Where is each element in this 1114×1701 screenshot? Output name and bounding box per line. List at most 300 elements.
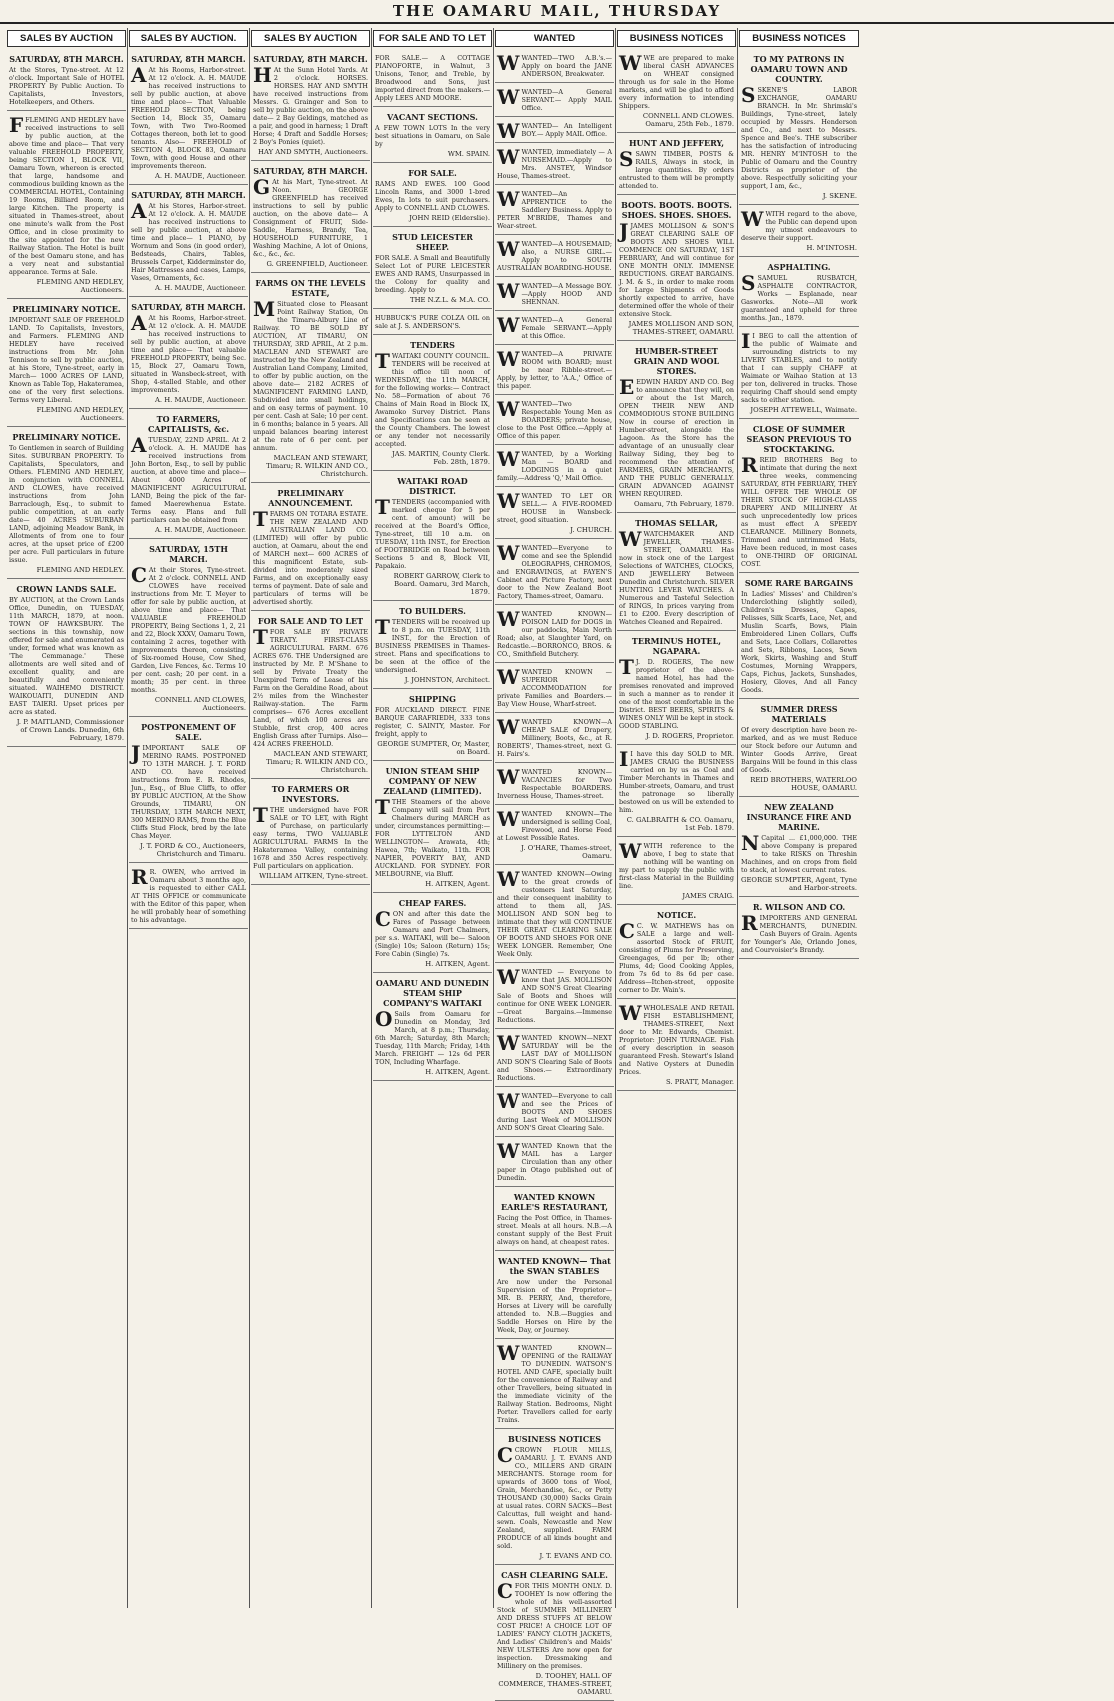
ad-signature: A. H. MAUDE, Auctioneer. (155, 284, 246, 292)
drop-cap: T (375, 349, 390, 373)
ad-title: THOMAS SELLAR, (635, 518, 718, 528)
drop-cap: T (253, 803, 268, 827)
ad-body-text: WANTED—Everyone to come and see the Splendid OLEOGRAPHS, CHROMOS, and ENGRAVINGS, at FAYEN'S Cabinet and Picture Factory, next door to the New Zealand Boot Factory, Thames-street, Oamaru. (497, 544, 612, 600)
ad-signature: A. H. MAUDE, Auctioneer. (155, 396, 246, 404)
advertisement (495, 1139, 614, 1187)
advertisement (495, 765, 614, 805)
ad-body (741, 207, 857, 242)
column-heading: SALES BY AUCTION. (129, 30, 248, 47)
advertisement (129, 187, 248, 297)
advertisement (373, 895, 492, 973)
ad-title: TO FARMERS OR INVESTORS. (271, 784, 350, 804)
ad-body-text: At the Sunn Hotel Yards. At 2 o'clock. HORSES. HORSES. HAY AND SMYTH have received instructions from Messrs. G. Grainger and Son to sell by public auction, on the above date— 2 Bay Geldings, matched as a pair, and good in harness; 1 Draft Horse; 4 Draft and Saddle Horses; 2 Boy's Ponies (quiet). (253, 66, 368, 146)
ad-body-text: WANTED—A General SERVANT.— Apply MAIL Office. (521, 88, 612, 112)
drop-cap: R (131, 865, 148, 889)
ad-body-text: I have this day SOLD to MR. JAMES CRAIG the BUSINESS carried on by us as Coal and Timber Merchants in Thames and Humber-streets, Oamaru, and trust the patronage so liberally bestowed on us will be extended to him. (619, 750, 735, 814)
ad-signature: GEORGE SUMPTER, Agent, Tyne and Harbor-streets. (741, 876, 857, 892)
ad-body-text: A FEW TOWN LOTS In the very best situations in Oamaru, on Sale by (375, 124, 490, 148)
advertisement (617, 197, 736, 341)
ad-body-text: FARMS ON TOTARA ESTATE. THE NEW ZEALAND AND AUSTRALIAN LAND CO. (LIMITED) will offer by public auction, at Oamaru, about the end of MARCH next— 600 ACRES of this magnificent Estate, sub-divided into moderately sized Farms, and on exceptionally easy terms of payment. Date of sale and particulars of terms will be advertised shortly. (253, 510, 368, 606)
newspaper-columns (6, 28, 1108, 1696)
ad-body (497, 1214, 612, 1246)
advertisement (373, 165, 492, 227)
drop-cap: W (619, 527, 642, 551)
ad-signature: THE N.Z.L. & M.A. CO. (410, 296, 490, 304)
ad-signature: A. H. MAUDE, Auctioneer. (155, 526, 246, 534)
advertisement (129, 719, 248, 863)
ad-title: SATURDAY, 8TH MARCH. (131, 190, 246, 200)
advertisement (617, 839, 736, 905)
column-4 (372, 28, 494, 1608)
ad-body (375, 124, 490, 148)
ad-body (619, 655, 734, 730)
ad-title: R. WILSON AND CO. (752, 902, 846, 912)
ad-body-text: WANTED KNOWN—Owing to the great crowds of customers last Saturday, and their consequent inability to attend to them all, JAS. MOLLISON AND SON beg to intimate that they will CONTINUE THEIR GREAT CLEARING SALE OF BOOTS AND SHOES FOR ONE WEEK LONGER. Remember, One Week Only. (497, 870, 612, 958)
ad-body (497, 1031, 612, 1082)
ad-body-text: WANTED — Everyone to know that JAS. MOLLISON AND SON'S Great Clearing Sale of Boots and Shoes will continue for ONE WEEK LONGER.—Great Bargains.—Immense Reductions. (497, 968, 612, 1024)
ad-signature: J. CHURCH. (570, 526, 612, 534)
ad-body (497, 279, 612, 306)
ad-title: WANTED KNOWN EARLE'S RESTAURANT, (501, 1192, 608, 1212)
ad-body-text: SKENE'S LABOR EXCHANGE, OAMARU BRANCH. In Mr. Shrimski's Buildings, Tyne-street, lately occupied by Messrs. Henderson and Co., and next to Messrs. Spence and Bee's. THE subscriber has the satisfaction of introducing MR. HENRY M'INTOSH to the Public of Oamaru and the Country Districts as proprietor of the above. Respectfully soliciting your support, I am, &c., (741, 86, 857, 190)
advertisement (495, 489, 614, 539)
ad-body (375, 907, 490, 958)
advertisement (251, 275, 370, 483)
drop-cap: A (131, 433, 147, 457)
drop-cap: M (253, 297, 276, 321)
ad-body-text: At his Stores, Harbor-street. At 12 o'clock. A. H. MAUDE has received instructions to sell by public auction, at above time and place— 1 PIANO, by Wornum and Sons (in good order), Bedsteads, Chairs, Tables, Brussels Carpet, Kidderminster do, Hair Mattresses and cases, Lamps, Vases, Ornaments, &c. (131, 202, 246, 282)
advertisement (739, 329, 859, 419)
ad-body (497, 607, 612, 658)
drop-cap: W (497, 145, 520, 169)
ad-body (497, 1579, 612, 1670)
advertisement (373, 337, 492, 471)
ad-signature: C. GALBRAITH & CO. Oamaru, 1st Feb. 1879. (626, 816, 734, 832)
advertisement (739, 51, 859, 205)
drop-cap: T (375, 495, 390, 519)
ad-body-text: In Ladies' Misses' and Children's Underclothing (slightly soiled), Children's Dresses, Capes, Pelisses, Silk Scarfs, Lace, Net, and Muslin Scarfs, Bows, Plain Embroidered Linen Collars, Cuffs and Sets, Lace Collars, Collarettes and Sets, Ribbons, Laces, Sewn Work, Skirts, Washing and Stuff Costumes, Morning Wrappers, Caps, Fichus, Jackets, Sunshades, Hosiery, Gloves, And all Fancy Goods. (741, 590, 857, 694)
drop-cap: F (9, 113, 24, 137)
advertisement (251, 485, 370, 611)
ad-title: HUMBER-STREET GRAIN AND WOOL STORES. (633, 346, 720, 376)
drop-cap: W (497, 665, 520, 689)
advertisement (739, 799, 859, 897)
ad-title: NOTICE. (656, 910, 697, 920)
ad-body-text: WHOLESALE AND RETAIL FISH ESTABLISHMENT, THAMES-STREET, Next door to Mr. Edwards, Chemist. Proprietor: JOHN TURNAGE. Fish of every description in season guaranteed Fresh. Stewart's Island and Native Oysters at Dunedin Prices. (619, 1004, 734, 1076)
drop-cap: W (497, 237, 520, 261)
ad-body (497, 447, 612, 482)
advertisement (495, 187, 614, 235)
ad-body-text: CROWN FLOUR MILLS, OAMARU. J. T. EVANS AND CO., MILLERS AND GRAIN MERCHANTS. Storage room for upwards of 3600 tons of Wool, Grain, Merchandise, &c., or Petty THOUSAND (30,000) Sacks Grain at usual rates. CORN SACKS—Best Calcuttas, full weight and hand-sewn. Coals, Newcastle and New Zealand, supplied. FARM PRODUCE of all kinds bought and sold. (497, 1446, 612, 1550)
ad-title: TO BUILDERS. (399, 606, 466, 616)
ad-body (497, 1089, 612, 1132)
advertisement (495, 1567, 614, 1701)
drop-cap: C (497, 1579, 513, 1603)
advertisement (495, 665, 614, 713)
advertisement (129, 865, 248, 929)
ad-signature: J. T. FORD & CO., Auctioneers, Christchurch and Timaru. (140, 842, 246, 858)
ad-body-text: SAWN TIMBER, POSTS & RAILS, Always in stock, in large quantities. By orders entrusted to them will be promptly attended to. (619, 150, 734, 190)
ad-body-text: SAMUEL RUSBATCH, ASPHALTE CONTRACTOR, Works — Esplanade, near Gasworks. Note—All work guaranteed and upheld for three months. Jan., 1879. (741, 274, 857, 322)
ad-title: NEW ZEALAND INSURANCE FIRE AND MARINE. (746, 802, 852, 832)
ad-body (375, 795, 490, 878)
drop-cap: W (497, 765, 520, 789)
ad-body-text: HUBBUCK'S PURE COLZA OIL on sale at J. S. ANDERSON'S. (375, 314, 490, 330)
ad-body (375, 706, 490, 738)
ad-body-text: J. D. ROGERS, The new proprietor of the above-named Hotel, has had the premises renovated and improved in such a manner as to render it one of the most comfortable in the District. BEST BEERS, SPIRITS & WINES ONLY Will be kept in stock. GOOD STABLING. (619, 658, 734, 730)
advertisement (617, 135, 736, 195)
drop-cap: A (131, 199, 147, 223)
column-3 (250, 28, 372, 1608)
advertisement (373, 691, 492, 761)
advertisement (495, 347, 614, 395)
ad-body-text: At his Rooms, Harbor-street. At 12 o'clock. A. H. MAUDE has received instructions to sell by public auction, at above time and place— That Valuable FREEHOLD SECTION, being Section 14, Block 35, Oamaru Town, with Two Two-Roomed Cottages thereon, both let to good tenants. Also— FREEHOLD of SECTION 4, BLOCK 83, Oamaru Town, with good House and other improvements thereon. (131, 66, 246, 170)
ad-body-text: WANTED Known that the MAIL has a Larger Circulation than any other paper in Otago published out of Dunedin. (497, 1142, 612, 1182)
ad-title: ASPHALTING. (767, 262, 831, 272)
drop-cap: W (497, 1139, 520, 1163)
ad-signature: GEORGE SUMPTER, Or, Master, on Board. (377, 740, 490, 756)
ad-body-text: C. W. MATHEWS has on SALE a large and well-assorted Stock of FRUIT, consisting of Plums for Preserving, Greengages, 6d per lb; other Plums, 4d; Good Cooking Apples, from 7s 6d to 8s 6d per case. Address—Itchen-street, opposite corner to Dr. Wain's. (619, 922, 734, 994)
ad-title: CHEAP FARES. (398, 898, 467, 908)
ad-signature: CONNELL AND CLOWES, Auctioneers. (154, 696, 246, 712)
ad-body (619, 375, 734, 498)
drop-cap: W (741, 207, 764, 231)
ad-signature: H. AITKEN, Agent. (425, 880, 490, 888)
ad-body-text: WANTED—A Message BOY.—Apply HOOD AND SHENNAN. (521, 282, 612, 306)
advertisement (129, 51, 248, 185)
ad-title: WANTED KNOWN— That the SWAN STABLES (498, 1256, 611, 1276)
ad-title: SATURDAY, 8TH MARCH. (9, 54, 124, 64)
advertisement (495, 541, 614, 605)
ad-body-text: R. OWEN, who arrived in Oamaru about 3 months ago, is requested to either CALL AT THIS OFFICE or communicate with the Editor of this paper, when he will probably hear of something to his advantage. (131, 868, 246, 924)
ad-signature: MACLEAN AND STEWART, Timaru; R. WILKIN AND CO., Christchurch. (266, 454, 368, 478)
ad-title: OAMARU AND DUNEDIN STEAM SHIP COMPANY'S WAITAKI (375, 978, 490, 1008)
ad-body (497, 1278, 612, 1334)
ad-signature: J. P. MAITLAND, Commissioner of Crown Lands. Dunedin, 6th February, 1879. (16, 718, 124, 742)
ad-body-text: WANTED KNOWN—NEXT SATURDAY will be the LAST DAY of MOLLISON AND SON'S Clearing Sale of Boots and Shoes.— Extraordinary Reductions. (497, 1034, 612, 1082)
ad-body (741, 271, 857, 322)
advertisement (129, 541, 248, 717)
ad-body-text: IMPORTANT SALE OF FREEHOLD LAND. To Capitalists, Investors, and Farmers. FLEMING AND HEDLEY have received instructions from Mr. John Tennison to sell by public auction, at his Store, Tyne-street, early in March— 1000 ACRES OF LAND, Known as Table Top, Hakateramea, one of the very first selections. Terms very Liberal. (9, 316, 124, 404)
drop-cap: T (253, 625, 268, 649)
ad-body (253, 507, 368, 606)
ad-title: SHIPPING (409, 694, 456, 704)
advertisement (617, 343, 736, 513)
advertisement (373, 311, 492, 335)
ad-title: STUD LEICESTER SHEEP. (392, 232, 473, 252)
ad-signature: CONNELL AND CLOWES. Oamaru, 25th Feb., 1879. (642, 112, 734, 128)
ad-body-text: FLEMING AND HEDLEY have received instructions to sell by public auction, at the above time and place— That very valuable FREEHOLD PROPERTY, being SECTION 1, BLOCK VII, Oamaru Town, whereon is erected that large, handsome and commodious building known as the COMMERCIAL HOTEL, Containing 19 Rooms, Billiard Room, and large Kitchen. The property is situated in Thames-street, about one minute's walk from the Post Office, and in close proximity to the site appointed for the new Railway Station. The Hotel is built of the best Oamaru stone, and has a very neat and substantial appearance. Terms at Sale. (9, 116, 124, 276)
ad-title: TENDERS (410, 340, 455, 350)
drop-cap: T (375, 615, 390, 639)
advertisement (251, 781, 370, 885)
column-1 (6, 28, 128, 1608)
ad-body (619, 747, 735, 814)
drop-cap: J (619, 219, 629, 243)
ad-title: CASH CLEARING SALE. (501, 1570, 608, 1580)
ad-body (619, 839, 734, 890)
drop-cap: W (497, 279, 520, 303)
drop-cap: W (497, 541, 520, 565)
ad-signature: D. TOOHEY, HALL OF COMMERCE, THAMES-STREET, OAMARU. (498, 1672, 612, 1696)
drop-cap: S (619, 147, 634, 171)
ad-body-text: WANTED KNOWN—POISON LAID for DOGS in our paddocks, Main North Road; also, at Slaughter Yard, on Redcastle.—BORRONCO, BROS. & CO., Smithfield Butchery. (497, 610, 612, 658)
ad-title: SATURDAY, 8TH MARCH. (131, 302, 246, 312)
ad-body (497, 119, 612, 143)
drop-cap: C (497, 1443, 513, 1467)
advertisement (739, 575, 859, 699)
ad-signature: WM. SPAIN. (447, 150, 490, 158)
ad-body (253, 297, 369, 452)
ad-signature: JAMES CRAIG. (682, 892, 734, 900)
advertisement (495, 1031, 614, 1087)
drop-cap: W (497, 807, 520, 831)
ad-body-text: IMPORTERS AND GENERAL MERCHANTS, DUNEDIN. Cash Buyers of Grain. Agents for Younger's Ale, Orlando Jones, and Courvoisier's Brandy. (741, 914, 857, 954)
ad-body (131, 741, 246, 840)
drop-cap: W (497, 965, 520, 989)
ad-body-text: Situated close to Pleasant Point Railway Station, On the Timaru-Albury Line of Railway. TO BE SOLD BY AUCTION, AT TIMARU, ON THURSDAY, 3RD APRIL, At 2 p.m. MACLEAN AND STEWART are instructed by the New Zealand and Australian Land Company, Limited, to offer by public auction, on the above date— 2182 ACRES of MAGNIFICENT FARMING LAND, Subdivided into small holdings, and on easy terms of payment. 10 per cent. Cash at Sale; 10 per cent. in 6 months; balance in 5 years. All unpaid balances bearing interest at the rate of 6 per cent. per annum. (253, 300, 369, 452)
ad-body (253, 63, 368, 146)
advertisement (495, 85, 614, 117)
drop-cap: W (497, 347, 520, 371)
drop-cap: T (253, 507, 268, 531)
ad-body (497, 665, 612, 708)
ad-body-text: WANTED—A PRIVATE ROOM with BOARD; must be near Ribble-street.—Apply, by letter, to 'A.A.,' Office of this paper. (497, 350, 612, 390)
ad-title: PRELIMINARY NOTICE. (12, 304, 121, 314)
ad-title: FARMS ON THE LEVELS ESTATE, (255, 278, 366, 298)
advertisement (617, 51, 736, 133)
ad-body (741, 831, 857, 874)
drop-cap: W (497, 313, 520, 337)
ad-body-text: At their Stores, Tyne-street. At 2 o'clock. CONNELL AND CLOWES have received instructions from Mr. T. Meyer to offer for sale by public auction, at above time and place— That VALUABLE FREEHOLD PROPERTY, Being Sections 1, 2, 21 and 22, Block XXXV, Oamaru Town, containing 2 acres, together with improvements thereon, consisting of Six-roomed House, Cow Shed, Garden, Live Fences, &c. Terms 10 per cent. cash; 20 per cent. in a month; 35 per cent. in three months. (131, 566, 246, 694)
advertisement (373, 763, 492, 893)
drop-cap: W (497, 51, 520, 75)
column-2 (128, 28, 250, 1608)
drop-cap: N (741, 831, 760, 855)
ad-body-text: WANTED—A General Female SERVANT.—Apply at this Office. (521, 316, 612, 340)
ad-title: SATURDAY, 8TH MARCH. (253, 166, 368, 176)
ad-body-text: FOR SALE BY PRIVATE TREATY. FIRST-CLASS AGRICULTURAL FARM. 676 ACRES 676. THE Undersigned are instructed by Mr. P. M'Shane to sell by Private Treaty the Unexpired Term of Lease of his Farm on the Geraldine Road, about 2½ miles from the Winchester Railway-station. The Farm comprises— 676 Acres excellent Land, of which 100 acres are Stubble, first crop, 400 acres English Grass after Turnips. Also— 424 ACRES FREEHOLD. (253, 628, 368, 748)
ad-title: FOR SALE. (408, 168, 457, 178)
ad-signature: Oamaru, 7th February, 1879. (633, 500, 734, 508)
ad-body-text: WANTED—An APPRENTICE to the Saddlery Business. Apply to PETER M'BRIDE, Thames and Wear-street. (497, 190, 612, 230)
advertisement (739, 207, 859, 257)
ad-body-text: Facing the Post Office, in Thames-street. Meals at all hours. N.B.—A constant supply of the Best Fruit always on hand, at cheapest rates. (497, 1214, 612, 1246)
ad-body-text: WANTED—Two Respectable Young Men as BOARDERS; private house, close to the Post Office.—Apply at Office of this paper. (497, 400, 612, 440)
ad-body-text: WANTED KNOWN—A CHEAP SALE of Drapery, Millinery, Boots, &c., at R. ROBERTS', Thames-street, next G. H. Fairs's. (497, 718, 612, 758)
column-heading: BUSINESS NOTICES (617, 30, 736, 47)
ad-body-text: At the Stores, Tyne-street. At 12 o'clock. Important Sale of HOTEL PROPERTY By Public Auction. To Capitalists, Investors, Hotelkeepers, and Others. (9, 66, 124, 106)
advertisement (617, 747, 736, 837)
advertisement (373, 109, 492, 163)
ad-title: TO MY PATRONS IN OAMARU TOWN AND COUNTRY. (750, 54, 848, 84)
ad-body (497, 397, 612, 440)
drop-cap: W (497, 1089, 520, 1113)
drop-cap: R (741, 453, 758, 477)
ad-body (131, 433, 246, 524)
ad-body (497, 541, 612, 600)
ad-title: UNION STEAM SHIP COMPANY OF NEW ZEALAND (LIMITED). (383, 766, 482, 796)
advertisement (617, 1001, 736, 1091)
ad-signature: JOSEPH ATTEWELL, Waimate. (750, 406, 857, 414)
advertisement (739, 259, 859, 327)
drop-cap: I (619, 747, 629, 771)
advertisement (373, 473, 492, 601)
drop-cap: W (497, 119, 520, 143)
column-heading: FOR SALE AND TO LET (373, 30, 492, 47)
ad-signature: H. AITKEN, Agent. (425, 960, 490, 968)
advertisement (495, 607, 614, 663)
ad-body (131, 311, 246, 394)
ad-body-text: ON and after this date the Fares of Passage between Oamaru and Port Chalmers, per s.s. WAITAKI, will be— Saloon (Single) 10s; Saloon (Return) 15s; Fore Cabin (Single) 7s. (375, 910, 490, 958)
advertisement (7, 113, 126, 299)
advertisement (495, 1089, 614, 1137)
ad-body-text: THE undersigned have FOR SALE or TO LET, with Right of Purchase, on particularly easy terms, TWO VALUABLE AGRICULTURAL FARMS In the Hakateramea Valley, containing 1678 and 350 Acres respectively. Full particulars on application. (253, 806, 368, 870)
column-heading: WANTED (495, 30, 614, 47)
drop-cap: W (497, 489, 520, 513)
ad-body-text: TENDERS (accompanied with marked cheque for 5 per cent. of amount) will be received at the Board's Office, Tyne-street, till 10 a.m. on TUESDAY, 11th INST., for Erection of FOOTBRIDGE on Road between Sections 5 and 8, Block VII, Papakaio. (375, 498, 490, 570)
drop-cap: W (619, 51, 642, 75)
ad-body-text: WITH regard to the above, the Public can depend upon my utmost endeavours to deserve their support. (741, 210, 857, 242)
ad-body (497, 187, 612, 230)
drop-cap: W (497, 1031, 520, 1055)
ad-body-text: WANTED, by a Working Man — BOARD and LODGINGS in a quiet family.—Address 'Q,' Mail Office. (497, 450, 612, 482)
ad-body (375, 349, 490, 448)
drop-cap: T (619, 655, 634, 679)
ad-body (741, 453, 857, 568)
ad-title: HUNT AND JEFFERY, (628, 138, 725, 148)
advertisement (373, 603, 492, 689)
ad-body-text: WANTED—A HOUSEMAID; also, a NURSE GIRL.—Apply to SOUTH AUSTRALIAN BOARDING-HOUSE. (497, 240, 612, 272)
masthead: THE OAMARU MAIL, THURSDAY (0, 0, 1114, 24)
drop-cap: W (497, 447, 520, 471)
drop-cap: G (253, 175, 271, 199)
ad-body-text: I BEG to call the attention of the public of Waimate and surrounding districts to my LIVERY STABLES, and to notify that I can supply CHAFF at Waimate or Waihao Station at 13 per ton, delivered in trucks. Those requiring Chaff should send empty sacks to either station. (741, 332, 857, 404)
ad-signature: FLEMING AND HEDLEY, Auctioneers. (36, 278, 124, 294)
ad-title: SATURDAY, 8TH MARCH. (131, 54, 246, 64)
ad-body (131, 865, 246, 924)
ad-signature: G. GREENFIELD, Auctioneer. (266, 260, 368, 268)
ad-title: TO FARMERS, CAPITALISTS, &c. (147, 414, 230, 434)
ad-body (741, 911, 857, 954)
ad-body (253, 803, 368, 870)
ad-body-text: WANTED KNOWN—OPENING of the RAILWAY TO DUNEDIN. WATSON'S HOTEL AND CAFE, specially built for the convenience of Railway and other Travellers, being situated in the immediate vicinity of the Railway Station. Bedrooms, Night Porter. Travellers called for early Trains. (497, 1344, 612, 1424)
ad-body (497, 867, 612, 958)
advertisement (373, 229, 492, 309)
column-heading: BUSINESS NOTICES (739, 30, 859, 47)
ad-body (497, 237, 612, 272)
ad-body (9, 444, 124, 564)
ad-title: SATURDAY, 15TH MARCH. (149, 544, 228, 564)
ad-body-text: WANTED— An Intelligent BOY.— Apply MAIL Office. (521, 122, 612, 138)
ad-body (9, 316, 124, 404)
ad-body-text: Sails from Oamaru for Dunedin on Monday, 3rd March, at 8 p.m.; Thursday, 6th March; Saturday, 8th March; Tuesday, 11th March; Friday, 14th March. FREIGHT — 12s 6d PER TON, Including Wharfage. (375, 1010, 490, 1066)
ad-body (619, 527, 734, 626)
ad-body-text: WANTED, immediately — A NURSEMAID.—Apply to Mrs. ANSTEY, Windsor House, Thames-street. (497, 148, 612, 180)
column-heading: SALES BY AUCTION (251, 30, 370, 47)
drop-cap: W (497, 715, 520, 739)
ad-body (497, 807, 612, 842)
drop-cap: W (497, 1341, 520, 1365)
drop-cap: S (741, 271, 756, 295)
drop-cap: R (741, 911, 758, 935)
ad-signature: J. T. EVANS AND CO. (539, 1552, 612, 1560)
advertisement (495, 715, 614, 763)
advertisement (129, 411, 248, 539)
advertisement (495, 145, 614, 185)
drop-cap: E (619, 375, 635, 399)
ad-body (619, 147, 734, 190)
drop-cap: W (497, 867, 520, 891)
ad-body (741, 590, 857, 694)
advertisement (495, 1341, 614, 1429)
ad-body (375, 314, 490, 330)
advertisement (495, 1189, 614, 1251)
ad-signature: S. PRATT, Manager. (666, 1078, 734, 1086)
ad-body (375, 254, 490, 294)
ad-title: SUMMER DRESS MATERIALS (760, 704, 838, 724)
drop-cap: W (497, 607, 520, 631)
ad-body (619, 1001, 734, 1076)
drop-cap: C (619, 919, 635, 943)
ad-body-text: WAITAKI COUNTY COUNCIL. TENDERS will be received at this office till noon of WEDNESDAY, the 11th MARCH, for the following works:— Contract No. 58—Formation of about 76 Chains of Main Road in Block IX, Awamoko Survey District. Plans and Specifications can be seen at the County Chambers. The lowest or any tender not necessarily accepted. (375, 352, 490, 448)
ad-body-text: FOR SALE.— A COTTAGE PIANOFORTE, in Walnut, 3 Unisons, Tenor, and Treble, by Broadwood and Sons, just imported direct from the makers.— Apply LEES AND MOORE. (375, 54, 490, 102)
ad-signature: J. O'HARE, Thames-street, Oamaru. (521, 844, 612, 860)
ad-title: TERMINUS HOTEL, NGAPARA. (631, 636, 722, 656)
ad-body (131, 199, 246, 282)
ad-signature: HAY AND SMYTH, Auctioneers. (258, 148, 368, 156)
ad-body-text: WANTED TO LET OR SELL.— A FIVE-ROOMED HOUSE in Wansbeck-street, good situation. (497, 492, 612, 524)
advertisement (495, 119, 614, 143)
ad-body-text: WANTED—TWO A.B.'s.— Apply on board the JANE ANDERSON, Breakwater. (521, 54, 612, 78)
ad-body (9, 113, 124, 276)
advertisement (495, 807, 614, 865)
ad-body-text: Of every description have been re-marked, and as we must Reduce our Stock before our Autumn and Winter Goods Arrive, Great Bargains Will be found in this class of Goods. (741, 726, 857, 774)
advertisement (495, 965, 614, 1029)
ad-title: CROWN LANDS SALE. (16, 584, 117, 594)
advertisement (129, 299, 248, 409)
ad-body-text: RAMS AND EWES. 100 Good Lincoln Rams, and 3000 1-bred Ewes, In lots to suit purchasers. Apply to CONNELL AND CLOWES. (375, 180, 490, 212)
ad-body (497, 489, 612, 524)
ad-body-text: At his Rooms, Harbor-street. At 12 o'clock. A. H. MAUDE has received instructions to sell by public auction, at above time and place— That valuable FREEHOLD PROPERTY, being Sec. 15, Block 27, Oamaru Town, situated in Wansbeck-street, with Shop, 4-stalled Stable, and other improvements. (131, 314, 246, 394)
ad-title: PRELIMINARY ANNOUNCEMENT. (268, 488, 353, 508)
advertisement (7, 301, 126, 427)
ad-body-text: Capital ... £1,000,000. THE above Company is prepared to take RISKS on Threshin Machines, and on crops from field to stack, at lowest current rates. (741, 834, 857, 874)
ad-body-text: WANTED KNOWN—VACANCIES for Two Respectable BOARDERS. Inverness House, Thames-street. (497, 768, 612, 800)
drop-cap: W (619, 839, 642, 863)
ad-body-text: To Gentlemen in search of Building Sites. SUBURBAN PROPERTY. To Capitalists, Speculators, and Others. FLEMING AND HEDLEY, in conjunction with CONNELL AND CLOWES, have received instructions from John Barraclough, Esq., to submit to public competition, at an early date— 40 ACRES SUBURBAN LAND, adjoining Meadow Bank, in Allotments of from one to four acres, at the upset price of £200 per acre. Full particulars in future issue. (9, 444, 124, 564)
ad-body-text: WITH reference to the above, I beg to state that nothing will be wanting on my part to supply the public with first-class Material in the Building line. (619, 842, 734, 890)
advertisement (495, 279, 614, 311)
advertisement (495, 51, 614, 83)
ad-signature: J. JOHNSTON, Architect. (404, 676, 490, 684)
ad-body (497, 145, 612, 180)
ad-body-text: FOR THIS MONTH ONLY. D. TOOHEY Is now offering the whole of his well-assorted Stock of SUMMER MILLINERY AND DRESS STUFFS AT BELOW COST PRICE! A CHOICE LOT OF LADIES' FANCY CLOTH JACKETS, And Ladies' Children's and Maids' NEW ULSTERS Are now open for inspection. Dressmaking and Millinery on the premises. (497, 1582, 612, 1670)
column-5 (494, 28, 616, 1696)
ad-signature: ROBERT GARROW, Clerk to Board. Oamaru, 3rd March, 1879. (393, 572, 490, 596)
ad-body (497, 1341, 612, 1424)
advertisement (739, 701, 859, 797)
ad-signature: A. H. MAUDE, Auctioneer. (155, 172, 246, 180)
column-6 (616, 28, 738, 1608)
advertisement (495, 1253, 614, 1339)
ad-body (741, 726, 857, 774)
advertisement (7, 51, 126, 111)
ad-body (619, 219, 734, 318)
ad-body (497, 313, 612, 340)
drop-cap: O (375, 1007, 393, 1031)
ad-signature: JOHN REID (Elderslie). (409, 214, 490, 222)
